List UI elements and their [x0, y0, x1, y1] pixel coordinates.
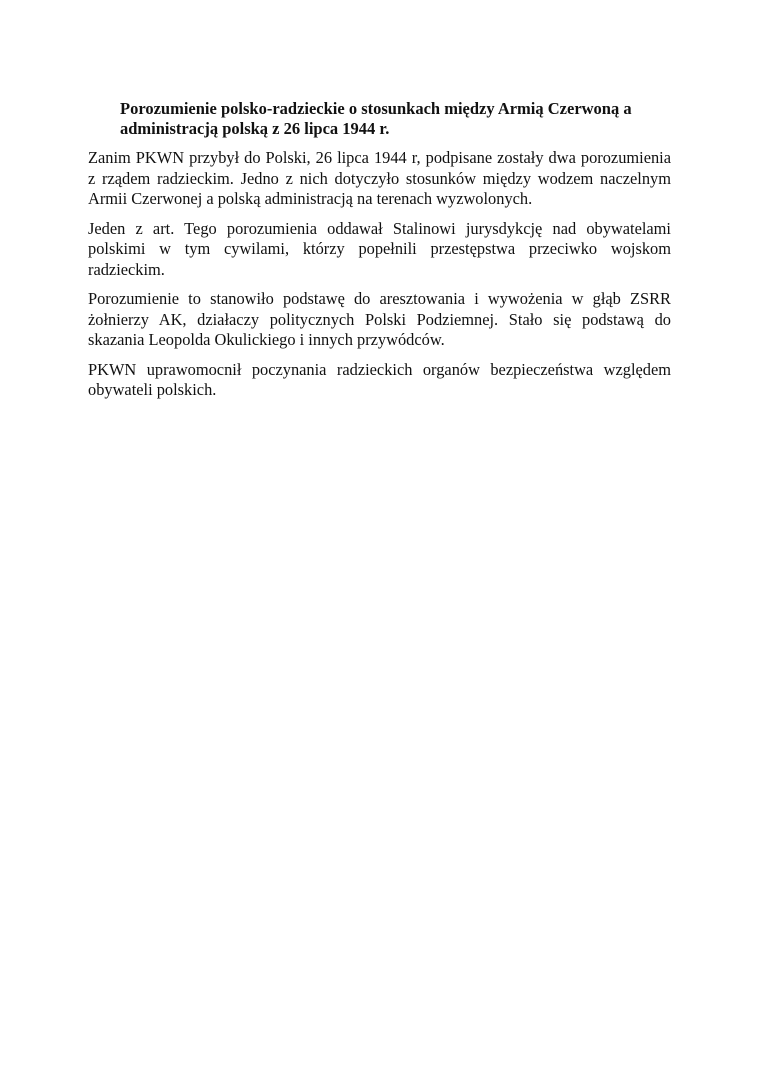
paragraph: Porozumienie to stanowiło podstawę do aresztowania i wywożenia w głąb ZSRR żołnierzy AK, działaczy politycznych Polski Podziemnej. Stało się podstawą do skazania Leopolda Okulickiego i innych przywódców. — [88, 289, 671, 349]
paragraph: Zanim PKWN przybył do Polski, 26 lipca 1944 r, podpisane zostały dwa porozumienia z rządem radzieckim. Jedno z nich dotyczyło stosunków między wodzem naczelnym Armii Czerwonej a polską administracją na terenach wyzwolonych. — [88, 148, 671, 208]
paragraph: PKWN uprawomocnił poczynania radzieckich organów bezpieczeństwa względem obywateli polskich. — [88, 359, 671, 399]
paragraph: Jeden z art. Tego porozumienia oddawał Stalinowi jurysdykcję nad obywatelami polskimi w tym cywilami, którzy popełnili przestępstwa przeciwko wojskom radzieckim. — [88, 218, 671, 279]
document-body — [88, 148, 671, 410]
document-title: Porozumienie polsko-radzieckie o stosunkach między Armią Czerwoną a administracją polską z 26 lipca 1944 r. — [120, 99, 632, 138]
